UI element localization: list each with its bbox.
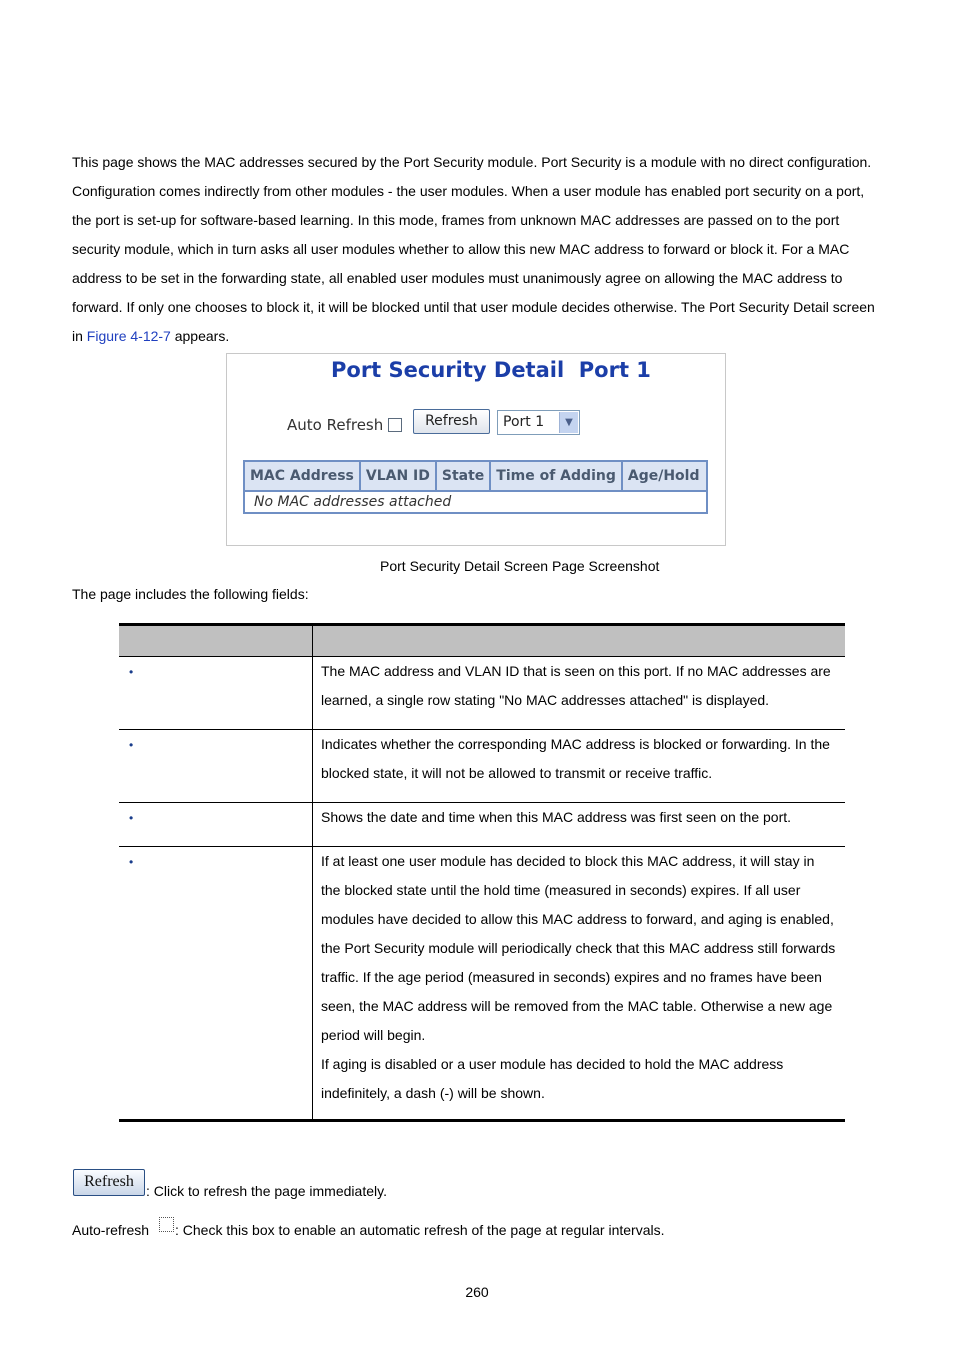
col-mac-address: MAC Address xyxy=(245,462,361,490)
screenshot-title: Port Security Detail Port 1 xyxy=(331,358,651,382)
fields-table-header xyxy=(119,625,845,657)
object-cell xyxy=(119,657,313,730)
mac-table-header xyxy=(245,462,706,492)
mac-table xyxy=(243,460,708,514)
col-time-of-adding: Time of Adding xyxy=(491,462,623,490)
refresh-button-sample[interactable]: Refresh xyxy=(73,1169,145,1196)
table-row xyxy=(119,730,845,803)
description-cell: Shows the date and time when this MAC address was first seen on the port. xyxy=(313,803,846,847)
description-cell: Indicates whether the corresponding MAC address is blocked or forwarding. In the blocked state, it will not be allowed to transmit or receive traffic. xyxy=(313,730,846,803)
auto-refresh-text: Auto-refresh xyxy=(72,1222,150,1238)
intro-tail: appears. xyxy=(170,328,230,344)
fields-table xyxy=(119,623,845,1122)
port-select[interactable] xyxy=(497,410,580,435)
bullet: • xyxy=(129,855,134,869)
header-cell-description xyxy=(313,625,846,657)
col-vlan-id: VLAN ID xyxy=(361,462,437,490)
refresh-button[interactable]: Refresh xyxy=(413,409,490,434)
table-row xyxy=(119,803,845,847)
bullet: • xyxy=(129,738,134,752)
object-cell xyxy=(119,803,313,847)
empty-message: No MAC addresses attached xyxy=(254,494,452,510)
port-security-detail-screenshot xyxy=(226,353,726,546)
col-state: State xyxy=(437,462,491,490)
intro-paragraph xyxy=(72,148,887,351)
col-age-hold: Age/Hold xyxy=(627,468,700,484)
description-cell xyxy=(313,847,846,1121)
table-row xyxy=(119,657,845,730)
figure-link[interactable]: Figure 4-12-7 xyxy=(86,328,171,344)
fields-intro: The page includes the following fields: xyxy=(72,586,309,602)
page-number: 260 xyxy=(465,1284,489,1300)
object-cell xyxy=(119,730,313,803)
auto-refresh-description: : Check this box to enable an automatic refresh of the page at regular intervals. xyxy=(175,1222,665,1238)
refresh-description: : Click to refresh the page immediately. xyxy=(146,1183,387,1199)
bullet: • xyxy=(129,665,134,679)
auto-refresh-checkbox[interactable] xyxy=(388,418,402,432)
description-text-2: If aging is disabled or a user module has decided to hold the MAC address indefinitely, a dash (-) will be shown. xyxy=(321,1056,784,1101)
table-row xyxy=(119,847,845,1121)
object-cell xyxy=(119,847,313,1121)
description-text: If at least one user module has decided to block this MAC address, it will stay in the blocked state until the hold time (measured in seconds) expires. If all user modules have decided to allow this MAC address to forward, and aging is enabled, the Port Security module will periodically check that this MAC address still forwards traffic. If the age period (measured in seconds) expires and no frames have been seen, the MAC address will be removed from the MAC table. Otherwise a new age period will begin. xyxy=(321,853,836,1043)
description-cell: The MAC address and VLAN ID that is seen on this port. If no MAC addresses are learned, a single row stating "No MAC addresses attached" is displayed. xyxy=(313,657,846,730)
auto-refresh-checkbox-sample[interactable] xyxy=(159,1217,174,1232)
bullet: • xyxy=(129,811,134,825)
intro-text: This page shows the MAC addresses secured by the Port Security module. Port Security is a module with no direct configuration. Configuration comes indirectly from other modules - the user modules. When a user module has enabled port security on a port, the port is set-up for software-based learning. In this mode, frames from unknown MAC addresses are passed on to the port security module, which in turn asks all user modules whether to allow this new MAC address to forward or block it. For a MAC address to be set in the forwarding state, all enabled user modules must unanimously agree on allowing the MAC address to forward. If only one chooses to block it, it will be blocked until that user module decides otherwise. The Port Security Detail screen in xyxy=(72,154,875,344)
figure-caption: Port Security Detail Screen Page Screenshot xyxy=(380,558,660,574)
port-select-value: Port 1 xyxy=(503,414,545,430)
auto-refresh-label: Auto Refresh xyxy=(287,416,384,434)
chevron-down-icon[interactable]: ▼ xyxy=(559,412,578,433)
header-cell-object xyxy=(119,625,313,657)
